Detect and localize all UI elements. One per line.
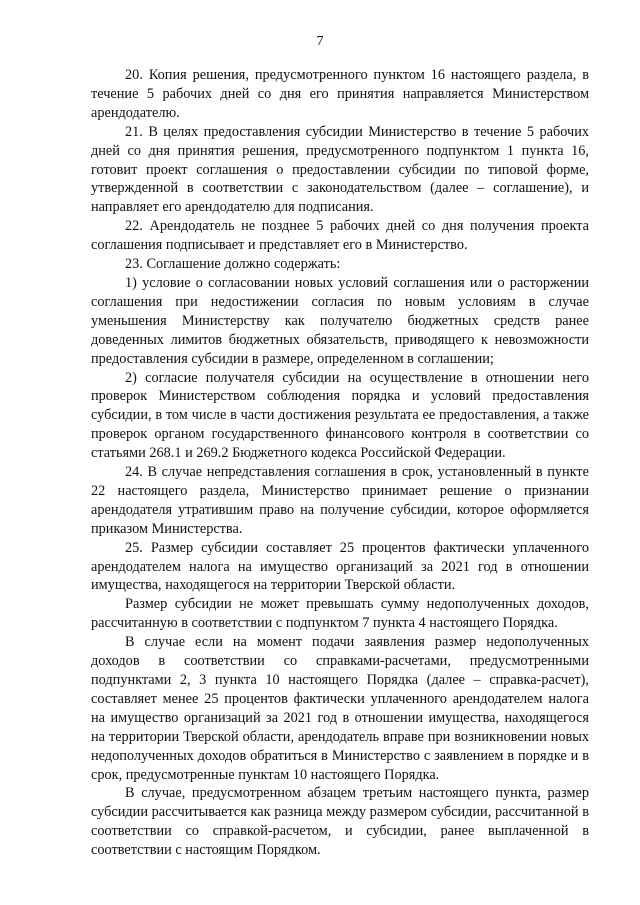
paragraph-item-25-case: В случае если на момент подачи заявления размер недополученных доходов в соответствии со справками-расчетами, предусмотренными подпунктами 2, 3 пункта 10 настоящего Порядка (далее – справка-расчет), составляет менее 25 процентов фактически уплаченного арендодателем налога на имущество организаций за 2021 год в отношении имущества, находящегося на территории Тверской области, арендодатель вправе при возникновении новых недополученных доходов обратиться в Министерство с заявлением в порядке и в срок, предусмотренные пунктам 10 настоящего Порядка. [91, 634, 589, 783]
paragraph-subitem-23-1: 1) условие о согласовании новых условий соглашения или о расторжении соглашения при недостижении согласия по новым условиям в случае уменьшения Министерству как получателю бюджетных средств ранее доведенных лимитов бюджетных обязательств, приводящего к невозможности предоставления субсидии в размере, определенном в соглашении; [91, 274, 589, 367]
paragraph-subitem-23-2: 2) согласие получателя субсидии на осуществление в отношении него проверок Министерством соблюдения порядка и условий предоставления субсидии, в том числе в части достижения результата ее предоставления, а также проверок органом государственного финансового контроля в соответствии со статьями 268.1 и 269.2 Бюджетного кодекса Российской Федерации. [91, 369, 589, 462]
paragraph-item-23: 23. Соглашение должно содержать: [125, 256, 341, 273]
page-number: 7 [316, 34, 324, 49]
paragraph-item-24: 24. В случае непредставления соглашения в срок, установленный в пункте 22 настоящего раздела, Министерство принимает решение о признании арендодателя утратившим право на получение субсидии, которое оформляется приказом Министерства. [91, 464, 589, 537]
paragraph-item-25-calculation: В случае, предусмотренном абзацем третьим настоящего пункта, размер субсидии рассчитывается как разница между размером субсидии, рассчитанной в соответствии со справкой-расчетом, и субсидии, ранее выплаченной в соответствии с настоящим Порядком. [91, 785, 589, 859]
paragraph-item-25-limit: Размер субсидии не может превышать сумму недополученных доходов, рассчитанную в соответствии с подпунктом 7 пункта 4 настоящего Порядка. [91, 596, 589, 632]
document-body [91, 66, 589, 860]
paragraph-item-25: 25. Размер субсидии составляет 25 процентов фактически уплаченного арендодателем налога на имущество организаций за 2021 год в отношении имущества, находящегося на территории Тверской области. [91, 539, 589, 594]
paragraph-item-20: 20. Копия решения, предусмотренного пунктом 16 настоящего раздела, в течение 5 рабочих дней со дня его принятия направляется Министерством арендодателю. [91, 67, 589, 121]
paragraph-item-22: 22. Арендодатель не позднее 5 рабочих дней со дня получения проекта соглашения подписывает и представляет его в Министерство. [91, 218, 589, 254]
paragraph-item-21: 21. В целях предоставления субсидии Министерство в течение 5 рабочих дней со дня принятия решения, предусмотренного подпунктом 1 пункта 16, готовит проект соглашения о предоставлении субсидии по типовой форме, утвержденной в соответствии с законодательством (далее – соглашение), и направляет его арендодателю для подписания. [91, 123, 589, 216]
